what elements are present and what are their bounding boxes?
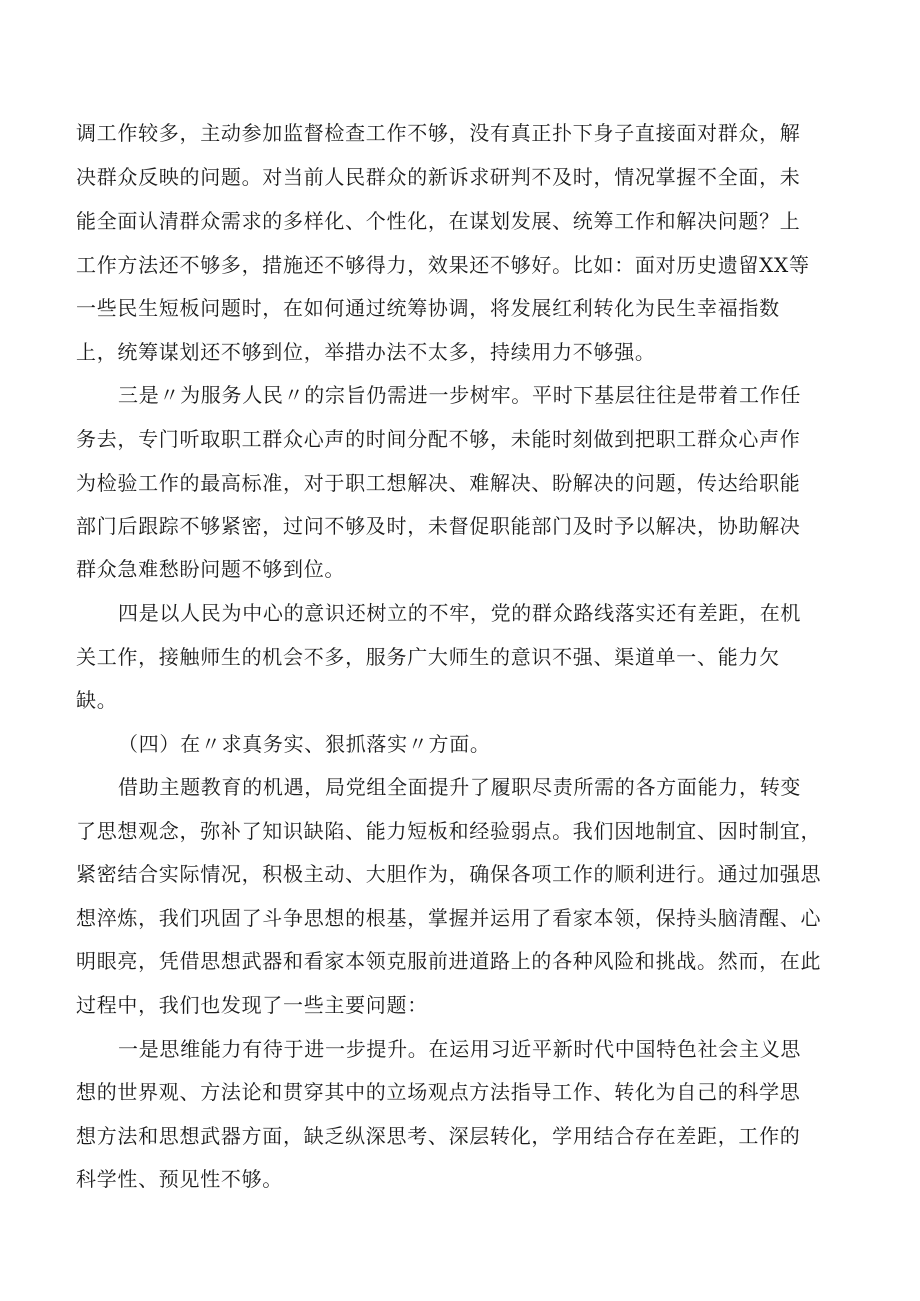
- text-line: 决群众反映的问题。对当前人民群众的新诉求研判不及时，情况掌握不全面，未: [76, 165, 801, 189]
- text-line: 群众急难愁盼问题不够到位。: [76, 557, 346, 581]
- text-line: 缺。: [76, 688, 118, 712]
- text-line: 想淬炼，我们巩固了斗争思想的根基，掌握并运用了看家本领，保持头脑清醒、心: [76, 906, 822, 930]
- text-line: 工作方法还不够多，措施还不够得力，效果还不够好。比如：面对历史遗留XX等: [76, 253, 810, 277]
- text-line: 一些民生短板问题时，在如何通过统筹协调，将发展红利转化为民生幸福指数: [76, 296, 780, 320]
- text-line: 过程中，我们也发现了一些主要问题：: [76, 993, 428, 1017]
- text-line: 想方法和思想武器方面，缺乏纵深思考、深层转化，学用结合存在差距，工作的: [76, 1124, 801, 1148]
- paragraph-first-line: 一是思维能力有待于进一步提升。在运用习近平新时代中国特色社会主义思: [118, 1037, 802, 1061]
- paragraph-first-line: 四是以人民为中心的意识还树立的不牢，党的群众路线落实还有差距，在机: [118, 601, 802, 625]
- text-line: 关工作，接触师生的机会不多，服务广大师生的意识不强、渠道单一、能力欠: [76, 645, 780, 669]
- text-line: 科学性、预见性不够。: [76, 1167, 283, 1191]
- text-line: 了思想观念，弥补了知识缺陷、能力短板和经验弱点。我们因地制宜、因时制宜，: [76, 819, 822, 843]
- text-line: 紧密结合实际情况，积极主动、大胆作为，确保各项工作的顺利进行。通过加强思: [76, 862, 822, 886]
- text-line: 部门后跟踪不够紧密，过问不够及时，未督促职能部门及时予以解决，协助解决: [76, 514, 801, 538]
- text-line: 为检验工作的最高标准，对于职工想解决、难解决、盼解决的问题，传达给职能: [76, 471, 801, 495]
- text-line: 上，统筹谋划还不够到位，举措办法不太多，持续用力不够强。: [76, 340, 656, 364]
- text-line: 务去，专门听取职工群众心声的时间分配不够，未能时刻做到把职工群众心声作: [76, 427, 801, 451]
- text-line: 调工作较多，主动参加监督检查工作不够，没有真正扑下身子直接面对群众，解: [76, 121, 801, 145]
- text-line: 明眼亮，凭借思想武器和看家本领克服前进道路上的各种风险和挑战。然而，在此: [76, 949, 822, 973]
- paragraph-first-line: 三是〃为服务人民〃的宗旨仍需进一步树牢。平时下基层往往是带着工作任: [118, 383, 802, 407]
- paragraph-first-line: 借助主题教育的机遇，局党组全面提升了履职尽责所需的各方面能力，转变: [118, 775, 802, 799]
- text-line: 想的世界观、方法论和贯穿其中的立场观点方法指导工作、转化为自己的科学思: [76, 1080, 801, 1104]
- text-line: 能全面认清群众需求的多样化、个性化，在谋划发展、统筹工作和解决问题？上: [76, 209, 801, 233]
- section-heading: （四）在〃求真务实、狠抓落实〃方面。: [118, 732, 491, 756]
